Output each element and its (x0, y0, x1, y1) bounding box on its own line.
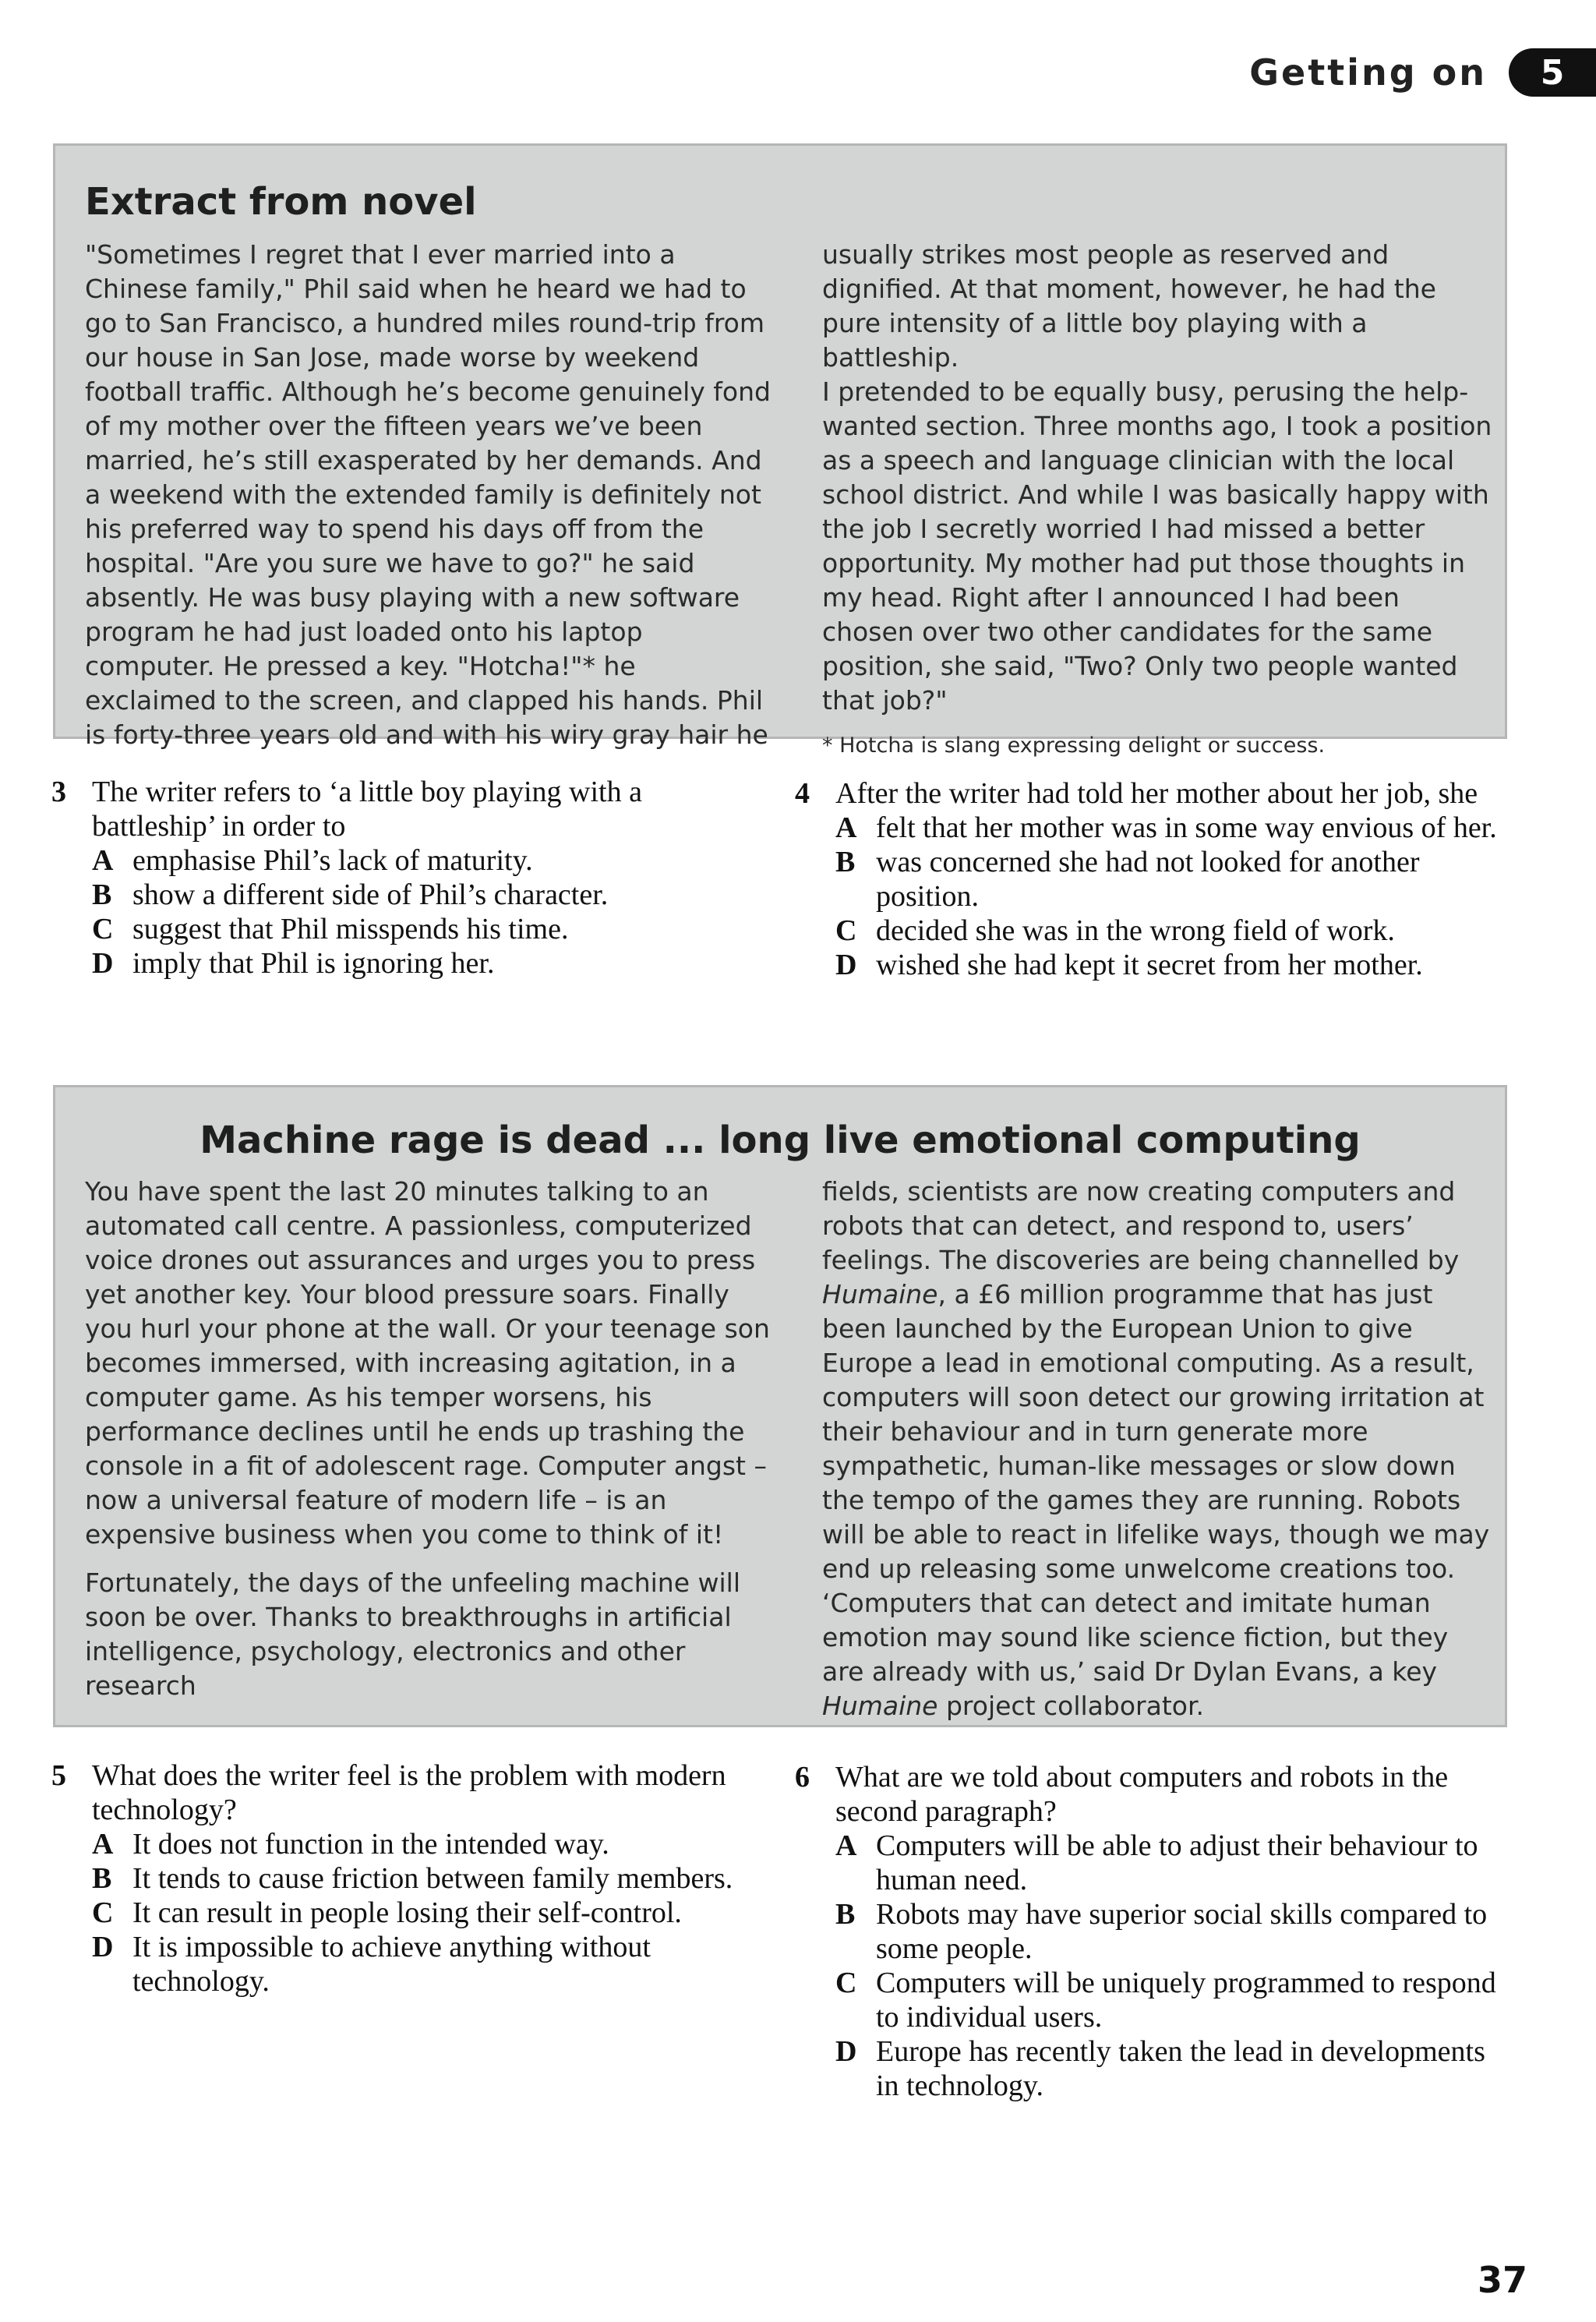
article-text: fields, scientists are now creating computers and robots that can detect, and respond to, users’ feelings. The discoveries are being channelled by (822, 1176, 1460, 1275)
answer-option[interactable] (835, 1829, 1512, 1897)
answer-option[interactable] (92, 843, 753, 878)
extract-paragraph: usually strikes most people as reserved and dignified. At that moment, however, he had the pure intensity of a little boy playing with a battleship. (822, 239, 1436, 373)
option-letter: C (92, 1896, 114, 1929)
answer-option[interactable] (835, 1897, 1512, 1966)
answer-option[interactable] (92, 878, 753, 912)
answer-option[interactable] (835, 811, 1512, 845)
option-letter: B (92, 1862, 112, 1895)
option-letter: D (835, 949, 857, 981)
article-paragraph: Fortunately, the days of the unfeeling machine will soon be over. Thanks to breakthroughs in artificial intelligence, psychology, electronics and other research (85, 1567, 740, 1701)
option-letter: C (835, 914, 857, 947)
answer-option[interactable] (835, 2034, 1512, 2103)
option-text: suggest that Phil misspends his time. (132, 913, 569, 945)
option-text: Computers will be uniquely programmed to respond to individual users. (876, 1967, 1496, 2034)
article-text: , a £6 million programme that has just been launched by the European Union to give Europe a lead in emotional computing. As a result, computers will soon detect our growing irritation at their behaviour and in turn generate more sympathetic, human-like messages or slow down the tempo of the games they are running. Robots will be able to react in lifelike ways, though we may end up releasing some unwelcome creations too. ‘Computers that can detect and imitate human emotion may sound like science fiction, but they are already with us,’ said Dr Dylan Evans, a key (822, 1279, 1490, 1687)
extract-title: Extract from novel (85, 180, 477, 224)
answer-option[interactable] (92, 1827, 753, 1861)
option-letter: D (835, 2035, 857, 2068)
answer-option[interactable] (835, 1966, 1512, 2034)
answer-option[interactable] (835, 948, 1512, 982)
article-paragraph: You have spent the last 20 minutes talking to an automated call centre. A passionless, computerized voice drones out assurances and urges you to press yet another key. Your blood pressure soars. Finally you hurl your phone at the wall. Or your teenage son becomes immersed, with increasing agitation, in a computer game. As his temper worsens, his performance declines until he ends up trashing the console in a fit of adolescent rage. Computer angst – now a universal feature of modern life – is an expensive business when you come to think of it! (85, 1176, 770, 1550)
option-text: wished she had kept it secret from her mother. (876, 949, 1423, 981)
option-text: It tends to cause friction between family members. (132, 1862, 733, 1895)
answer-option[interactable] (92, 912, 753, 946)
question-5 (51, 1758, 753, 1999)
question-text: What does the writer feel is the problem with modern technology? (92, 1759, 726, 1826)
section-title: Getting on (1249, 51, 1487, 94)
option-text: decided she was in the wrong field of work. (876, 914, 1395, 947)
option-letter: B (835, 846, 856, 878)
question-number: 6 (795, 1761, 810, 1794)
option-letter: B (92, 878, 112, 911)
question-3 (51, 775, 753, 981)
extract-footnote: * Hotcha is slang expressing delight or success. (822, 733, 1326, 758)
extract-paragraph: I pretended to be equally busy, perusing the help-wanted section. Three months ago, I took a position as a speech and language clinician with the local school district. And while I was basically happy with the job I secretly worried I had missed a better opportunity. My mother had put those thoughts in my head. Right after I announced I had been chosen over two other candidates for the same position, she said, "Two? Only two people wanted that job?" (822, 376, 1492, 716)
article-box (53, 1085, 1507, 1727)
chapter-number-tab: 5 (1509, 48, 1596, 97)
question-6 (795, 1760, 1512, 2103)
extract-left-column (85, 238, 771, 752)
answer-option[interactable] (92, 1896, 753, 1930)
question-4 (795, 776, 1512, 982)
option-text: Robots may have superior social skills compared to some people. (876, 1898, 1488, 1965)
option-text: imply that Phil is ignoring her. (132, 947, 495, 980)
page-header (1249, 45, 1596, 100)
option-text: Computers will be able to adjust their behaviour to human need. (876, 1829, 1478, 1896)
option-text: show a different side of Phil’s character. (132, 878, 609, 911)
question-number: 5 (51, 1759, 66, 1792)
answer-option[interactable] (92, 946, 753, 981)
option-text: felt that her mother was in some way envious of her. (876, 811, 1497, 844)
option-letter: A (92, 844, 114, 877)
article-paragraph (822, 1175, 1492, 1723)
programme-name: Humaine (822, 1279, 938, 1309)
option-letter: A (835, 1829, 857, 1862)
article-title: Machine rage is dead ... long live emotional computing (200, 1119, 1361, 1162)
option-text: was concerned she had not looked for another position. (876, 846, 1420, 913)
extract-box (53, 143, 1507, 758)
question-text: After the writer had told her mother about her job, she (835, 777, 1478, 810)
option-text: It can result in people losing their self-control. (132, 1896, 682, 1929)
answer-option[interactable] (835, 914, 1512, 948)
option-letter: A (92, 1828, 114, 1861)
option-text: It does not function in the intended way. (132, 1828, 609, 1861)
option-letter: D (92, 1931, 114, 1963)
article-right-column (822, 1175, 1492, 1723)
option-letter: D (92, 947, 114, 980)
extract-paragraph: "Sometimes I regret that I ever married into a Chinese family," Phil said when he heard we had to go to San Francisco, a hundred miles round-trip from our house in San Jose, made worse by weekend football traffic. Although he’s become genuinely fond of my mother over the fifteen years we’ve been married, he’s still exasperated by her demands. And a weekend with the extended family is definitely not his preferred way to spend his days off from the hospital. "Are you sure we have to go?" he said absently. He was busy playing with a new software program he had just loaded onto his laptop computer. He pressed a key. "Hotcha!"* he exclaimed to the screen, and clapped his hands. Phil is forty-three years old and with his wiry gray hair he (85, 239, 771, 750)
answer-option[interactable] (92, 1930, 753, 1999)
article-left-column (85, 1175, 771, 1703)
question-number: 4 (795, 777, 810, 810)
extract-right-column (822, 238, 1492, 763)
option-letter: B (835, 1898, 856, 1931)
page-number: 37 (1477, 2259, 1527, 2301)
answer-option[interactable] (92, 1861, 753, 1896)
option-text: Europe has recently taken the lead in developments in technology. (876, 2035, 1485, 2102)
option-letter: A (835, 811, 857, 844)
option-letter: C (835, 1967, 857, 1999)
answer-option[interactable] (835, 845, 1512, 914)
question-number: 3 (51, 776, 66, 808)
article-text: project collaborator. (937, 1691, 1204, 1721)
question-text: The writer refers to ‘a little boy playing with a battleship’ in order to (92, 776, 642, 843)
option-letter: C (92, 913, 114, 945)
option-text: emphasise Phil’s lack of maturity. (132, 844, 533, 877)
option-text: It is impossible to achieve anything without technology. (132, 1931, 651, 1998)
question-text: What are we told about computers and robots in the second paragraph? (835, 1761, 1449, 1828)
programme-name: Humaine (822, 1691, 938, 1721)
